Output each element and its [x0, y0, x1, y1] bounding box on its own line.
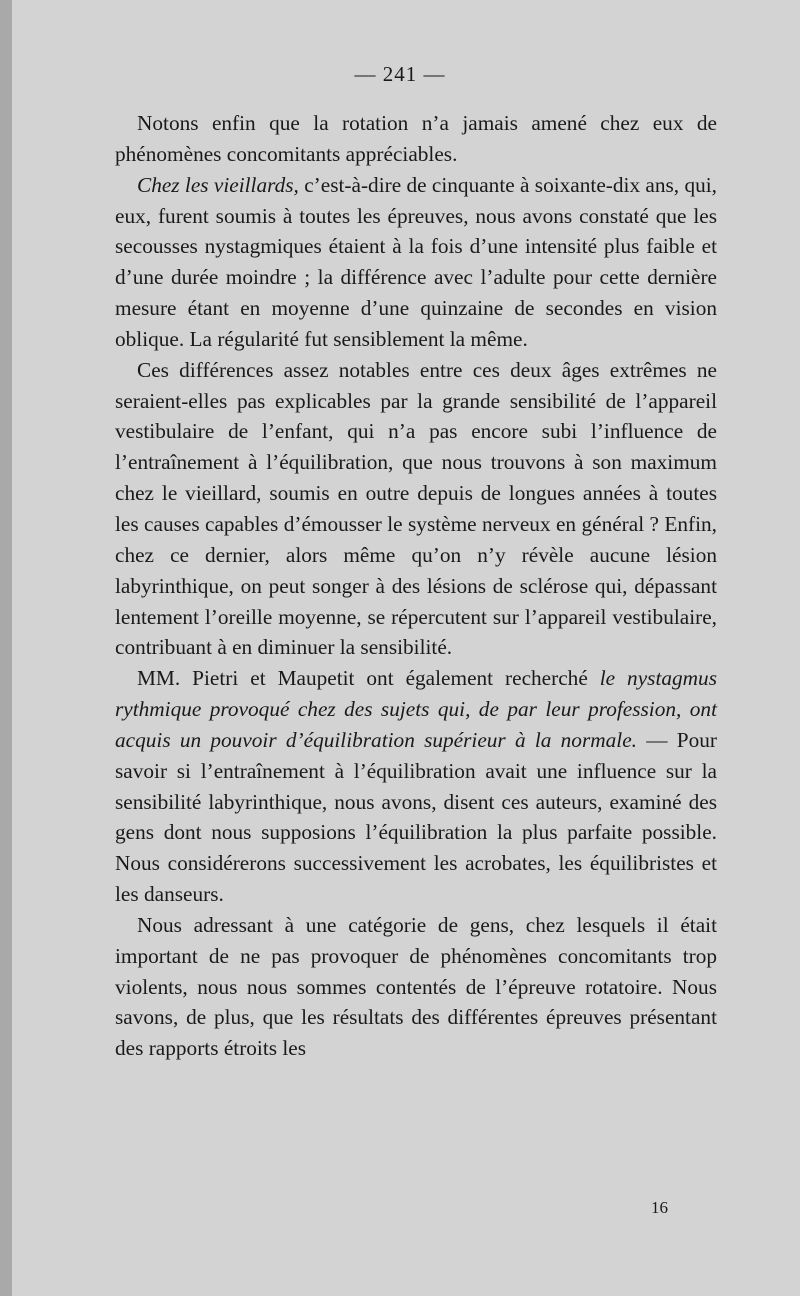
paragraph — [115, 910, 717, 1064]
page-edge — [0, 0, 12, 1296]
text-run: MM. Pietri et Maupetit ont également recherché — [137, 666, 600, 691]
body-text — [115, 108, 717, 1064]
paragraph — [115, 355, 717, 663]
paragraph — [115, 663, 717, 910]
italic-run: le nystagmus rythmique provoqué chez des sujets qui, de par leur profession, ont acquis un pouvoir d’équilibration supérieur à la normale. — [115, 666, 717, 752]
signature-mark: 16 — [651, 1198, 668, 1217]
paragraph — [115, 170, 717, 355]
text-run: Ces différences assez notables entre ces deux âges extrêmes ne seraient-elles pas explicables par la grande sensibilité de l’appareil vestibulaire de l’enfant, qui n’a pas encore subi l’influence de l’entraînement à l’équilibration, que nous trouvons à son maximum chez le vieillard, soumis en outre depuis de longues années à toutes les causes capables d’émousser le système nerveux en général ? Enfin, chez ce dernier, alors même qu’on n’y révèle aucune lésion labyrinthique, on peut songer à des lésions de sclérose qui, dépassant lentement l’oreille moyenne, se répercutent sur l’appareil vestibulaire, contribuant à en diminuer la sensibilité. — [115, 357, 717, 660]
text-run: c’est-à-dire de cinquante à soixante-dix ans, qui, eux, furent soumis à toutes les épreuves, nous avons constaté que les secousses nystagmiques étaient à la fois d’une intensité plus faible et d’une durée moindre ; la différence avec l’adulte pour cette dernière mesure étant en moyenne d’une quinzaine de secondes en vision oblique. La régularité fut sensiblement la même. — [115, 172, 717, 351]
paragraph — [115, 108, 717, 170]
page-number: — 241 — — [354, 62, 446, 86]
text-run: Notons enfin que la rotation n’a jamais amené chez eux de phénomènes concomitants appréciables. — [115, 111, 717, 166]
italic-run: Chez les vieillards, — [137, 172, 299, 197]
text-run: Nous adressant à une catégorie de gens, chez lesquels il était important de ne pas provoquer de phénomènes concomitants trop violents, nous nous sommes contentés de l’épreuve rotatoire. Nous savons, de plus, que les résultats des différentes épreuves présentant des rapports étroits les — [115, 912, 717, 1061]
text-run: — Pour savoir si l’entraînement à l’équilibration avait une influence sur la sensibilité labyrinthique, nous avons, disent ces auteurs, examiné des gens dont nous supposions l’équilibration la plus parfaite possible. Nous considérerons successivement les acrobates, les équilibristes et les danseurs. — [115, 727, 718, 907]
